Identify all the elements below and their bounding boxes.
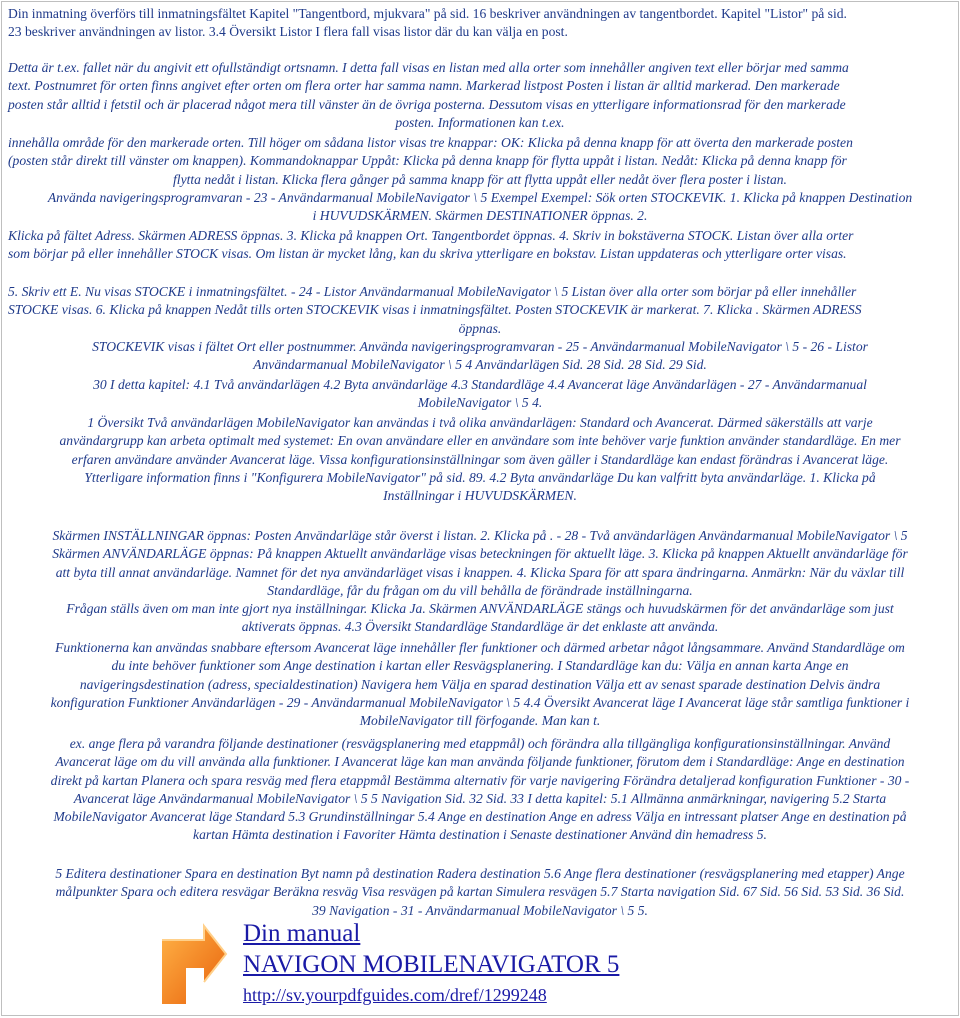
footer-manual-link[interactable]: Din manual	[243, 920, 361, 947]
text-line: öppnas.	[458, 320, 502, 336]
text-line: Ytterligare information finns i "Konfigurera MobileNavigator" på sid. 89. 4.2 Byta användarläge Du kan valfritt byta användarläge. 1. Klicka på	[84, 469, 876, 485]
text-paragraph	[8, 59, 952, 132]
text-line: MobileNavigator Avancerat läge Standard 5.3 Grundinställningar 5.4 Ange en destination Ange en adress Välja en intressant platser Ange en destination på	[53, 809, 907, 825]
text-line: erfaren användare använder Avancerat läge. Vissa konfigurationsinställningar som även gäller i Standardläge kan endast förändras i Avancerat läge.	[71, 451, 889, 467]
text-paragraph	[8, 527, 952, 637]
text-line: Funktionerna kan användas snabbare eftersom Avancerat läge innehåller fler funktioner och därmed arbetar något långsammare. Använd Standardläge om	[55, 640, 905, 655]
text-line: 1 Översikt Två användarlägen MobileNavigator kan användas i två olika användarlägen: Standard och Avancerat. Därmed säkerställs att varje	[87, 415, 873, 430]
text-line: Frågan ställs även om man inte gjort nya inställningar. Klicka Ja. Skärmen ANVÄNDARLÄGE stängs och huvudskärmen för det användarläge som just	[66, 601, 894, 617]
text-paragraph	[8, 134, 952, 189]
text-paragraph	[8, 227, 952, 264]
text-line: MobileNavigator \ 5 4.	[417, 395, 543, 411]
text-line: Användarmanual MobileNavigator \ 5 4 Användarlägen Sid. 28 Sid. 28 Sid. 29 Sid.	[253, 357, 707, 373]
text-line: ex. ange flera på varandra följande destinationer (resvägsplanering med etappmål) och förändra alla tillgängliga konfigurationsinställningar. Använd	[69, 736, 891, 751]
text-line: Detta är t.ex. fallet när du angivit ett ofullständigt ortsnamn. I detta fall visas en listan med alla orter som innehåller angiven text eller börjar med samma	[8, 60, 849, 75]
text-line: Klicka på fältet Adress. Skärmen ADRESS öppnas. 3. Klicka på knappen Ort. Tangentbordet öppnas. 4. Skriv in bokstäverna STOCK. Listan över alla orter	[8, 228, 854, 243]
text-line: Din inmatning överförs till inmatningsfältet Kapitel "Tangentbord, mjukvara" på sid. 16 beskriver användningen av tangentbordet. Kapitel "Listor" på sid.	[8, 6, 847, 21]
text-line: konfiguration Funktioner Användarlägen - 29 - Användarmanual MobileNavigator \ 5 4.4 Översikt Avancerat läge I Avancerat läge står samtliga funktioner i	[50, 694, 910, 710]
text-line: posten. Informationen kan t.ex.	[395, 114, 565, 130]
text-line: som börjar på eller innehåller STOCK visas. Om listan är mycket lång, kan du skriva ytterligare en bokstav. Listan uppdateras och ytterligare orter visas.	[8, 246, 847, 262]
text-line: 5. Skriv ett E. Nu visas STOCKE i inmatningsfältet. - 24 - Listor Användarmanual MobileNavigator \ 5 Listan över alla orter som börjar på eller innehåller	[8, 284, 857, 299]
text-line: kartan Hämta destination i Favoriter Hämta destination i Senaste destinationer Använd din hemadress 5.	[193, 827, 767, 843]
text-line: text. Postnumret för orten finns angivet efter orten om flera orter har samma namn. Markerad listpost Posten i listan är alltid markerad. Den markerade	[8, 78, 840, 94]
text-line: Skärmen INSTÄLLNINGAR öppnas: Posten Användarläge står överst i listan. 2. Klicka på . - 28 - Två användarlägen Användarmanual MobileNavigator \ 5	[52, 528, 908, 543]
text-line: målpunkter Spara och editera resvägar Beräkna resväg Visa resvägen på kartan Simulera resvägen 5.7 Starta navigation Sid. 67 Sid. 56 Sid. 53 Sid. 36 Sid.	[55, 884, 905, 900]
text-line: posten står alltid i fetstil och är placerad något mera till vänster än de övriga posterna. Dessutom visas en ytterligare informationsrad för den markerade	[8, 96, 846, 112]
text-line: navigeringsdestination (adress, specialdestination) Navigera hem Välja en sparad destination Välja ett av senast sparade destination Delvis ändra	[79, 676, 881, 692]
text-line: (posten står direkt till vänster om knappen). Kommandoknappar Uppåt: Klicka på denna knapp för flytta uppåt i listan. Nedåt: Klicka på denna knapp för	[8, 153, 847, 169]
text-paragraph	[8, 189, 952, 226]
text-line: 23 beskriver användningen av listor. 3.4 Översikt Listor I flera fall visas listor där du kan välja en post.	[8, 24, 568, 40]
text-line: Standardläge, får du frågan om du vill behålla de förändrade inställningarna.	[267, 582, 693, 598]
text-line: Använda navigeringsprogramvaran - 23 - Användarmanual MobileNavigator \ 5 Exempel Exempel: Sök orten STOCKEVIK. 1. Klicka på knappen Destination	[47, 190, 913, 205]
text-paragraph	[8, 283, 952, 338]
text-line: du inte behöver funktioner som Ange destination i kartan eller Resvägsplanering. I Standardläge kan du: Välja en annan karta Ange en	[111, 658, 849, 674]
text-line: 5 Editera destinationer Spara en destination Byt namn på destination Radera destination 5.6 Ange flera destinationer (resvägsplanering med etapper) Ange	[55, 866, 905, 881]
text-line: 30 I detta kapitel: 4.1 Två användarlägen 4.2 Byta användarläge 4.3 Standardläge 4.4 Avancerat läge Användarlägen - 27 - Användarmanual	[93, 377, 867, 392]
text-line: STOCKE visas. 6. Klicka på knappen Nedåt tills orten STOCKEVIK visas i inmatningsfältet. Posten STOCKEVIK är markerat. 7. Klicka . Skärmen ADRESS	[8, 302, 862, 318]
text-paragraph	[8, 376, 952, 413]
text-line: flytta nedåt i listan. Klicka flera gånger på samma knapp för att flytta uppåt eller nedåt över flera poster i listan.	[173, 171, 787, 187]
text-paragraph	[8, 414, 952, 505]
text-line: i HUVUDSKÄRMEN. Skärmen DESTINATIONER öppnas. 2.	[312, 208, 648, 224]
footer-url-link[interactable]: http://sv.yourpdfguides.com/dref/1299248	[243, 985, 547, 1005]
text-line: direkt på kartan Planera och spara resväg med flera etappmål Bestämma alternativ för varje navigering Förändra detaljerad konfiguration Funktioner - 30 -	[50, 772, 910, 788]
text-line: Avancerat läge om du vill använda alla funktioner. I Avancerat läge kan man använda följande funktioner, förutom dem i Standardläge: Ange en destination	[55, 754, 905, 770]
text-paragraph	[8, 338, 952, 375]
text-paragraph	[8, 5, 952, 42]
text-line: Skärmen ANVÄNDARLÄGE öppnas: På knappen Aktuellt användarläge visas beteckningen för aktuellt läge. 3. Klicka på knappen Aktuellt användarläge för	[52, 546, 908, 562]
text-line: Avancerat läge Användarmanual MobileNavigator \ 5 5 Navigation Sid. 32 Sid. 33 I detta kapitel: 5.1 Allmänna anmärkningar, navigering 5.2 Starta	[73, 790, 887, 806]
text-line: aktiverats öppnas. 4.3 Översikt Standardläge Standardläge är det enklaste att använda.	[241, 619, 719, 635]
text-line: 39 Navigation - 31 - Användarmanual MobileNavigator \ 5 5.	[312, 902, 648, 918]
text-paragraph	[8, 735, 952, 845]
text-paragraph	[8, 639, 952, 730]
document-page	[1, 1, 959, 1016]
text-line: Inställningar i HUVUDSKÄRMEN.	[383, 488, 577, 504]
text-line: att byta till annat användarläge. Namnet för det nya användarläget visas i knappen. 4. Klicka Spara för att spara ändringarna. Anmärkn: När du växlar till	[55, 564, 905, 580]
pdfguides-arrow-logo-icon	[158, 918, 228, 1008]
footer	[0, 908, 956, 1013]
footer-product-link[interactable]: NAVIGON MOBILENAVIGATOR 5	[243, 951, 620, 978]
text-line: användargrupp kan arbeta optimalt med systemet: En ovan användare eller en användare som inte behöver varje funktion använder standardläge. En mer	[59, 433, 901, 449]
text-line: MobileNavigator till förfogande. Man kan t.	[359, 713, 601, 729]
text-line: STOCKEVIK visas i fältet Ort eller postnummer. Använda navigeringsprogramvaran - 25 - Användarmanual MobileNavigator \ 5 - 26 - Listor	[92, 339, 868, 354]
text-line: innehålla område för den markerade orten. Till höger om sådana listor visas tre knappar: OK: Klicka på denna knapp för att överta den markerade posten	[8, 135, 853, 150]
